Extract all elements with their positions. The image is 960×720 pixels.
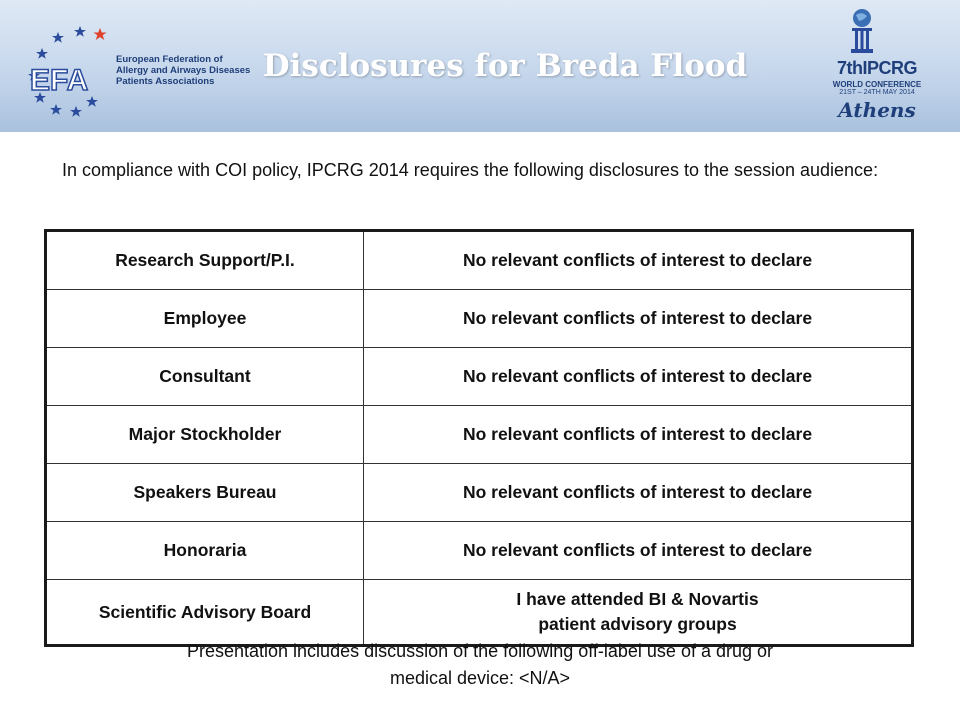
efa-name: European Federation of Allergy and Airways Diseases Patients Associations (116, 54, 251, 87)
off-label-note (40, 638, 920, 692)
ipcrg-logo (812, 8, 942, 126)
table-row (46, 522, 913, 580)
category-cell: Research Support/P.I. (46, 231, 364, 290)
category-cell: Honoraria (46, 522, 364, 580)
highlight-line-1: I have attended BI & Novartis (516, 589, 759, 609)
category-cell: Speakers Bureau (46, 464, 364, 522)
ipcrg-city: Athens (838, 98, 916, 122)
category-cell: Employee (46, 290, 364, 348)
table-row (46, 231, 913, 290)
value-cell: No relevant conflicts of interest to declare (364, 464, 913, 522)
off-label-line-2: medical device: <N/A> (389, 668, 571, 688)
value-cell: No relevant conflicts of interest to declare (364, 522, 913, 580)
category-cell: Consultant (46, 348, 364, 406)
value-cell: No relevant conflicts of interest to declare (364, 231, 913, 290)
table-row (46, 406, 913, 464)
intro-text: In compliance with COI policy, IPCRG 2014 requires the following disclosures to the session audience: (62, 160, 879, 180)
ipcrg-column-globe-icon (812, 8, 942, 58)
value-cell-highlight (364, 580, 913, 646)
ipcrg-edition: 7thIPCRG (836, 58, 917, 78)
table-row (46, 580, 913, 646)
table-row (46, 464, 913, 522)
off-label-line-1: Presentation includes discussion of the following off-label use of a drug or (186, 641, 774, 661)
slide-header (0, 0, 960, 132)
ipcrg-dates: 21ST – 24TH MAY 2014 (839, 89, 915, 96)
value-cell: No relevant conflicts of interest to declare (364, 406, 913, 464)
category-cell: Major Stockholder (46, 406, 364, 464)
highlight-line-2: patient advisory groups (538, 614, 737, 634)
ipcrg-subtitle: WORLD CONFERENCE (832, 80, 922, 89)
value-cell: No relevant conflicts of interest to declare (364, 290, 913, 348)
slide-title: Disclosures for Breda Flood (262, 48, 748, 84)
table-row (46, 348, 913, 406)
value-cell: No relevant conflicts of interest to declare (364, 348, 913, 406)
category-cell: Scientific Advisory Board (46, 580, 364, 646)
table-row (46, 290, 913, 348)
svg-text:EFA: EFA (30, 64, 89, 97)
disclosure-table (44, 229, 914, 647)
